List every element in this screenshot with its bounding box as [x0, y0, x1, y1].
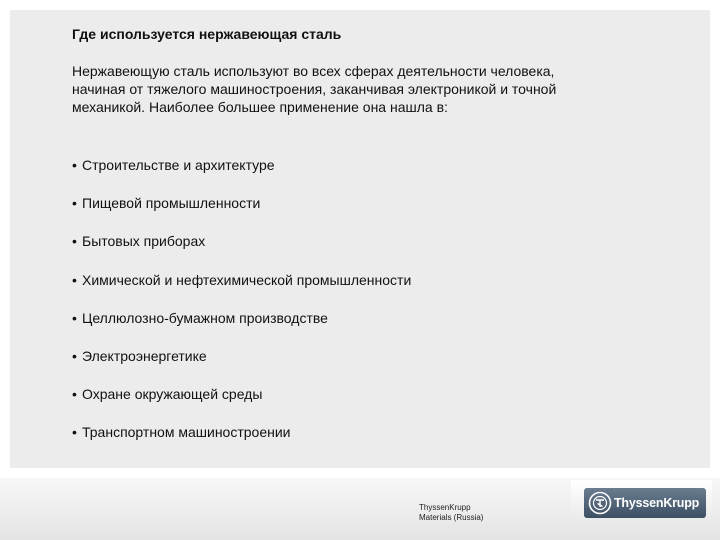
bullet-mark: • — [72, 195, 77, 212]
list-item-text: Транспортном машиностроении — [82, 424, 291, 441]
thyssenkrupp-emblem-icon — [588, 491, 612, 515]
intro-paragraph: Нержавеющую сталь используют во всех сферах деятельности человека, начиная от тяжелого машиностроения, заканчивая электроникой и точной механикой. Наиболее большее применение она нашла в: — [72, 63, 557, 115]
list-item-text: Охране окружающей среды — [82, 386, 263, 403]
logo-wordmark: ThyssenKrupp — [614, 496, 700, 510]
list-item — [72, 155, 411, 193]
bullet-mark: • — [72, 271, 77, 288]
list-item — [72, 384, 411, 422]
company-logo — [584, 488, 706, 518]
list-item — [72, 231, 411, 269]
application-list — [72, 155, 411, 461]
list-item — [72, 270, 411, 308]
list-item-text: Целлюлозно-бумажном производстве — [82, 309, 328, 326]
footer-company-name — [419, 503, 483, 523]
list-item — [72, 422, 411, 460]
bullet-mark: • — [72, 157, 77, 173]
list-item-text: Пищевой промышленности — [82, 195, 261, 212]
footer-company-line2: Materials (Russia) — [419, 513, 484, 522]
bullet-mark: • — [72, 424, 77, 441]
list-item-text: Строительстве и архитектуре — [82, 157, 275, 173]
bullet-mark: • — [72, 386, 77, 403]
bullet-mark: • — [72, 233, 77, 250]
list-item-text: Бытовых приборах — [82, 233, 206, 250]
list-item-text: Химической и нефтехимической промышленности — [82, 271, 412, 288]
footer-company-line1: ThyssenKrupp — [419, 503, 471, 512]
list-item — [72, 193, 411, 231]
list-item — [72, 346, 411, 384]
list-item-text: Электроэнергетике — [82, 347, 207, 364]
bullet-mark: • — [72, 347, 77, 364]
bullet-mark: • — [72, 309, 77, 326]
list-item — [72, 308, 411, 346]
slide-heading: Где используется нержавеющая сталь — [72, 26, 342, 42]
